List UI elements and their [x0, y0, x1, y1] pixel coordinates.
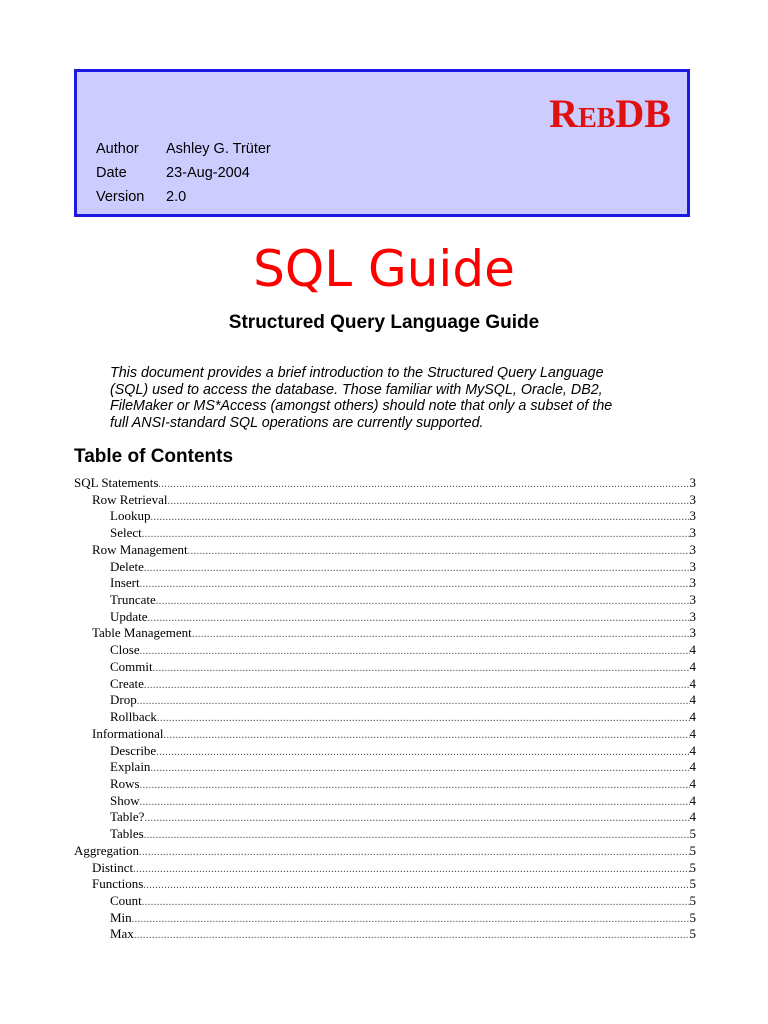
- toc-entry-label: Count: [110, 892, 142, 908]
- toc-entry-page: 4: [689, 725, 696, 741]
- toc-dot-leader: [140, 795, 690, 810]
- toc-dot-leader: [142, 527, 690, 542]
- toc-entry[interactable]: [74, 826, 696, 843]
- version-row: [96, 185, 271, 209]
- date-row: [96, 161, 271, 185]
- version-value: 2.0: [166, 189, 187, 205]
- toc-entry-page: 3: [689, 491, 696, 507]
- toc-entry-label: Show: [110, 792, 140, 808]
- toc-entry-page: 4: [689, 692, 696, 708]
- toc-entry[interactable]: [74, 625, 696, 642]
- toc-entry-page: 4: [689, 759, 696, 775]
- toc-entry[interactable]: [74, 525, 696, 542]
- toc-dot-leader: [143, 878, 689, 893]
- toc-dot-leader: [133, 862, 689, 877]
- toc-heading: Table of Contents: [74, 446, 234, 467]
- toc-entry[interactable]: [74, 676, 696, 693]
- toc-entry-label: Create: [110, 675, 144, 691]
- toc-entry[interactable]: [74, 609, 696, 626]
- toc-dot-leader: [144, 828, 690, 843]
- toc-entry[interactable]: [74, 659, 696, 676]
- author-row: [96, 137, 271, 161]
- rebdb-logo: [549, 91, 671, 136]
- toc-dot-leader: [156, 594, 690, 609]
- toc-dot-leader: [148, 611, 690, 626]
- toc-dot-leader: [150, 761, 689, 776]
- toc-dot-leader: [157, 711, 690, 726]
- toc-entry-label: Tables: [110, 826, 144, 842]
- toc-entry-page: 5: [689, 909, 696, 925]
- toc-dot-leader: [140, 577, 690, 592]
- author-label: Author: [96, 141, 139, 157]
- toc-entry[interactable]: [74, 809, 696, 826]
- version-label: Version: [96, 189, 145, 205]
- toc-entry[interactable]: [74, 860, 696, 877]
- toc-entry[interactable]: [74, 926, 696, 943]
- toc-entry[interactable]: [74, 475, 696, 492]
- toc-entry-label: Update: [110, 608, 148, 624]
- toc-dot-leader: [144, 678, 690, 693]
- toc-entry-label: Insert: [110, 575, 140, 591]
- toc-entry[interactable]: [74, 692, 696, 709]
- logo-eb: EB: [578, 103, 616, 134]
- toc-entry-label: Truncate: [110, 592, 156, 608]
- toc-dot-leader: [192, 627, 690, 642]
- toc-dot-leader: [163, 728, 689, 743]
- toc-dot-leader: [188, 544, 690, 559]
- toc-entry-page: 3: [689, 541, 696, 557]
- toc-entry-label: Row Management: [92, 541, 188, 557]
- toc-dot-leader: [134, 928, 690, 943]
- toc-entry-label: Explain: [110, 759, 151, 775]
- toc-entry[interactable]: [74, 542, 696, 559]
- header-box: [74, 69, 690, 217]
- toc-entry-page: 3: [689, 625, 696, 641]
- toc-entry-page: 5: [689, 842, 696, 858]
- toc-entry[interactable]: [74, 843, 696, 860]
- intro-paragraph: [110, 365, 690, 431]
- toc-dot-leader: [150, 510, 689, 525]
- toc-entry-label: Table Management: [92, 625, 192, 641]
- toc-entry-page: 3: [689, 592, 696, 608]
- logo-db: DB: [615, 91, 671, 136]
- toc-dot-leader: [140, 778, 690, 793]
- intro-line: FileMaker or MS*Access (amongst others) should note that only a subset of the: [110, 398, 613, 414]
- toc-entry[interactable]: [74, 709, 696, 726]
- toc-entry-page: 5: [689, 892, 696, 908]
- intro-line: (SQL) used to access the database. Those familiar with MySQL, Oracle, DB2,: [110, 381, 603, 398]
- toc-entry-label: Table?: [110, 809, 145, 825]
- toc-entry-page: 4: [689, 742, 696, 758]
- toc-entry[interactable]: [74, 893, 696, 910]
- toc-entry-page: 3: [689, 475, 696, 490]
- toc-entry-page: 4: [689, 775, 696, 791]
- date-label: Date: [96, 165, 127, 181]
- toc-entry-page: 4: [689, 809, 696, 825]
- toc-entry-label: Commit: [110, 658, 153, 674]
- document-subtitle: Structured Query Language Guide: [228, 312, 540, 333]
- toc-dot-leader: [142, 895, 690, 910]
- toc-entry-page: 3: [689, 508, 696, 524]
- toc-entry-label: Distinct: [92, 859, 134, 875]
- logo-r: R: [549, 91, 579, 136]
- toc-entry-label: Aggregation: [74, 842, 139, 858]
- toc-entry[interactable]: [74, 559, 696, 576]
- toc-entry[interactable]: [74, 508, 696, 525]
- toc-entry-label: Rows: [110, 775, 140, 791]
- toc-entry-label: Min: [110, 909, 132, 925]
- toc-entry-label: Lookup: [110, 508, 151, 524]
- author-value: Ashley G. Trüter: [166, 141, 271, 157]
- toc-entry-label: Drop: [110, 692, 137, 708]
- toc-entry-page: 3: [689, 525, 696, 541]
- toc-entry-page: 4: [689, 792, 696, 808]
- toc-dot-leader: [144, 811, 689, 826]
- toc-dot-leader: [144, 561, 690, 576]
- toc-entry-page: 5: [689, 926, 696, 942]
- intro-line: full ANSI-standard SQL operations are currently supported.: [110, 414, 484, 431]
- toc-entry[interactable]: [74, 726, 696, 743]
- toc-entry-page: 5: [689, 859, 696, 875]
- toc-entry[interactable]: [74, 642, 696, 659]
- toc-entry-label: Max: [110, 926, 134, 942]
- toc-entry-label: Functions: [92, 876, 144, 892]
- toc-dot-leader: [132, 912, 690, 927]
- toc-entry-label: Informational: [92, 725, 164, 741]
- toc-entry-page: 3: [689, 608, 696, 624]
- toc-entry-label: Delete: [110, 558, 144, 574]
- document-title: SQL Guide: [253, 240, 515, 298]
- toc-dot-leader: [167, 494, 689, 509]
- toc-entry-page: 4: [689, 709, 696, 725]
- toc-dot-leader: [153, 661, 690, 676]
- toc-entry[interactable]: [74, 776, 696, 793]
- date-value: 23-Aug-2004: [166, 165, 250, 181]
- document-metadata: [96, 137, 271, 209]
- toc-entry-label: SQL Statements: [74, 475, 159, 490]
- toc-entry[interactable]: [74, 793, 696, 810]
- toc-entry-page: 4: [689, 675, 696, 691]
- toc-entry-label: Close: [110, 642, 140, 658]
- toc-entry-label: Select: [110, 525, 142, 541]
- toc-entry-page: 4: [689, 642, 696, 658]
- toc-entry-page: 5: [689, 826, 696, 842]
- toc-dot-leader: [158, 477, 689, 492]
- toc-dot-leader: [137, 694, 690, 709]
- toc-entry-page: 5: [689, 876, 696, 892]
- toc-entry-page: 4: [689, 658, 696, 674]
- toc-entry[interactable]: [74, 759, 696, 776]
- toc-entry[interactable]: [74, 592, 696, 609]
- toc-entry-label: Rollback: [110, 709, 157, 725]
- toc-entry[interactable]: [74, 575, 696, 592]
- toc-dot-leader: [139, 845, 690, 860]
- toc-entry-label: Describe: [110, 742, 157, 758]
- toc-dot-leader: [156, 745, 689, 760]
- toc-entry-label: Row Retrieval: [92, 491, 168, 507]
- toc-entry[interactable]: [74, 743, 696, 760]
- table-of-contents: [74, 475, 696, 943]
- toc-entry-page: 3: [689, 558, 696, 574]
- toc-entry-page: 3: [689, 575, 696, 591]
- intro-line: This document provides a brief introduction to the Structured Query Language: [110, 365, 604, 381]
- toc-entry[interactable]: [74, 876, 696, 893]
- toc-entry[interactable]: [74, 492, 696, 509]
- toc-dot-leader: [140, 644, 690, 659]
- toc-entry[interactable]: [74, 910, 696, 927]
